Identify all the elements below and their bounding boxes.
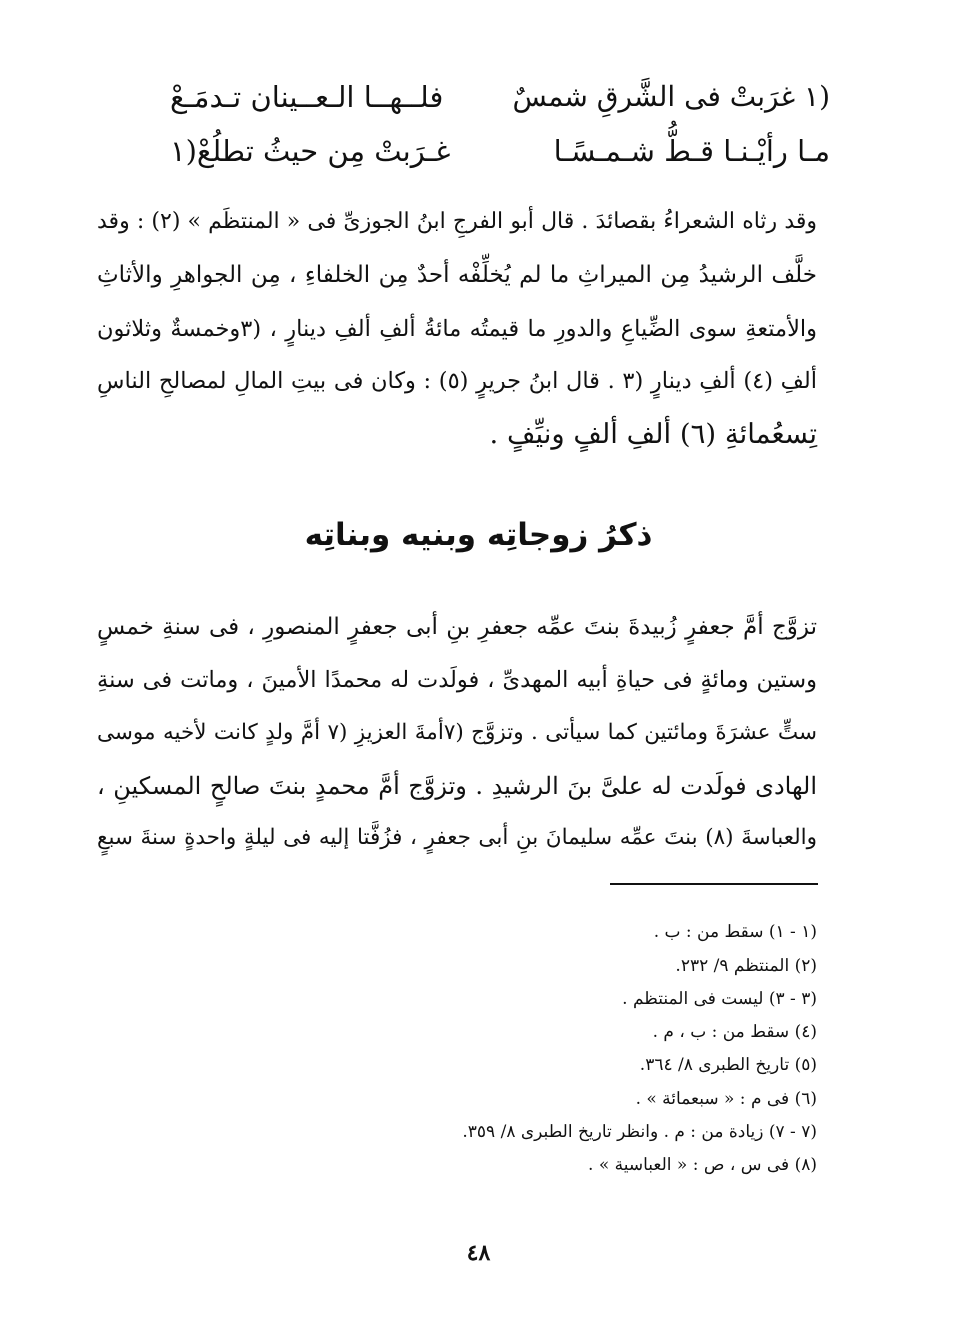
paragraph-line: والعباسةَ (٨) بنتَ عمِّه سليمانَ بنِ أبى جعفرٍ ، فزُفَّتا إليه فى ليلةٍ واحدةٍ سنةَ سبعٍ bbox=[97, 825, 817, 850]
footnote-separator bbox=[610, 883, 818, 885]
paragraph-line: تزوَّج أمَّ جعفرٍ زُبيدةَ بنتَ عمِّه جعفرِ بنِ أبى جعفرٍ المنصورِ ، فى سنةِ خمسٍ bbox=[97, 614, 817, 640]
paragraph-line: الهادى فولَدت له علىَّ بنَ الرشيدِ . وتزوَّج أمَّ محمدٍ بنتَ صالحٍ المسكينِ ، bbox=[97, 772, 817, 800]
poem-line-2 bbox=[130, 128, 830, 174]
poem-hemistich-left: غـرَبتْ مِن حيثُ تطلُعْ(١ bbox=[170, 134, 451, 168]
paragraph-line: وقد رثاه الشعراءُ بقصائدَ . قال أبو الفرجِ ابنُ الجوزىِّ فى « المنتظَم » (٢) : وقد bbox=[97, 209, 818, 234]
paragraph-line: ألفِ (٤) ألفِ دينارٍ (٣ . قال ابنُ جريرٍ (٥) : وكان فى بيتِ المالِ لمصالحِ الناسِ bbox=[97, 368, 818, 394]
poem-hemistich-right: (١ غرَبتْ فى الشَّرقِ شمسٌ bbox=[512, 80, 830, 113]
footnote: (٤) سقط من : ب ، م . bbox=[652, 1022, 817, 1042]
footnote: (٨) فى س ، ص : « العباسية » . bbox=[588, 1155, 817, 1175]
page-number: ٤٨ bbox=[466, 1240, 491, 1266]
poem-line-1 bbox=[130, 74, 830, 120]
paragraph-line: ستٍّ عشرَةَ ومائتين كما سيأتى . وتزوَّج (٧أمةَ العزيزِ (٧ أمَّ ولدٍ كانت لأخيه موسى bbox=[97, 720, 818, 745]
footnote: (٧ - ٧) زيادة من : م . وانظر تاريخ الطبرى ٨/ ٣٥٩. bbox=[462, 1122, 817, 1142]
footnote: (٣ - ٣) ليست فى المنتظم . bbox=[622, 989, 817, 1009]
paragraph-line: تِسعُمائةِ (٦) ألفِ ألفٍ ونيِّفٍ . bbox=[489, 418, 817, 450]
footnote: (٦) فى م : « سبعمائة » . bbox=[635, 1089, 817, 1109]
paragraph-line: والأمتعةِ سوى الضِّياعِ والدورِ ما قيمتُه مائةُ ألفِ ألفِ دينارٍ ، (٣وخمسةٌ وثلاثون bbox=[97, 316, 818, 342]
section-heading: ذكرُ زوجاتِه وبنيه وبناتِه bbox=[304, 517, 653, 553]
footnote: (١ - ١) سقط من : ب . bbox=[653, 922, 817, 942]
footnote: (٢) المنتظم ٩/ ٢٣٢. bbox=[675, 956, 817, 976]
poem-hemistich-right: مـا رأيْـنـا قـطُّ شـمـسًـا bbox=[553, 134, 830, 168]
footnote: (٥) تاريخ الطبرى ٨/ ٣٦٤. bbox=[639, 1055, 817, 1075]
paragraph-line: خلَّف الرشيدُ مِن الميراثِ ما لم يُخلِّفْه أحدٌ مِن الخلفاءِ ، مِن الجواهرِ والأثاثِ bbox=[97, 262, 817, 288]
paragraph-line: وستين ومائةٍ فى حياةِ أبيه المهدىِّ ، فولَدت له محمدًا الأمينَ ، وماتت فى سنةِ bbox=[97, 667, 817, 693]
poem-hemistich-left: فلــهــا الـعــينان تـدمَـعْ bbox=[170, 80, 444, 114]
